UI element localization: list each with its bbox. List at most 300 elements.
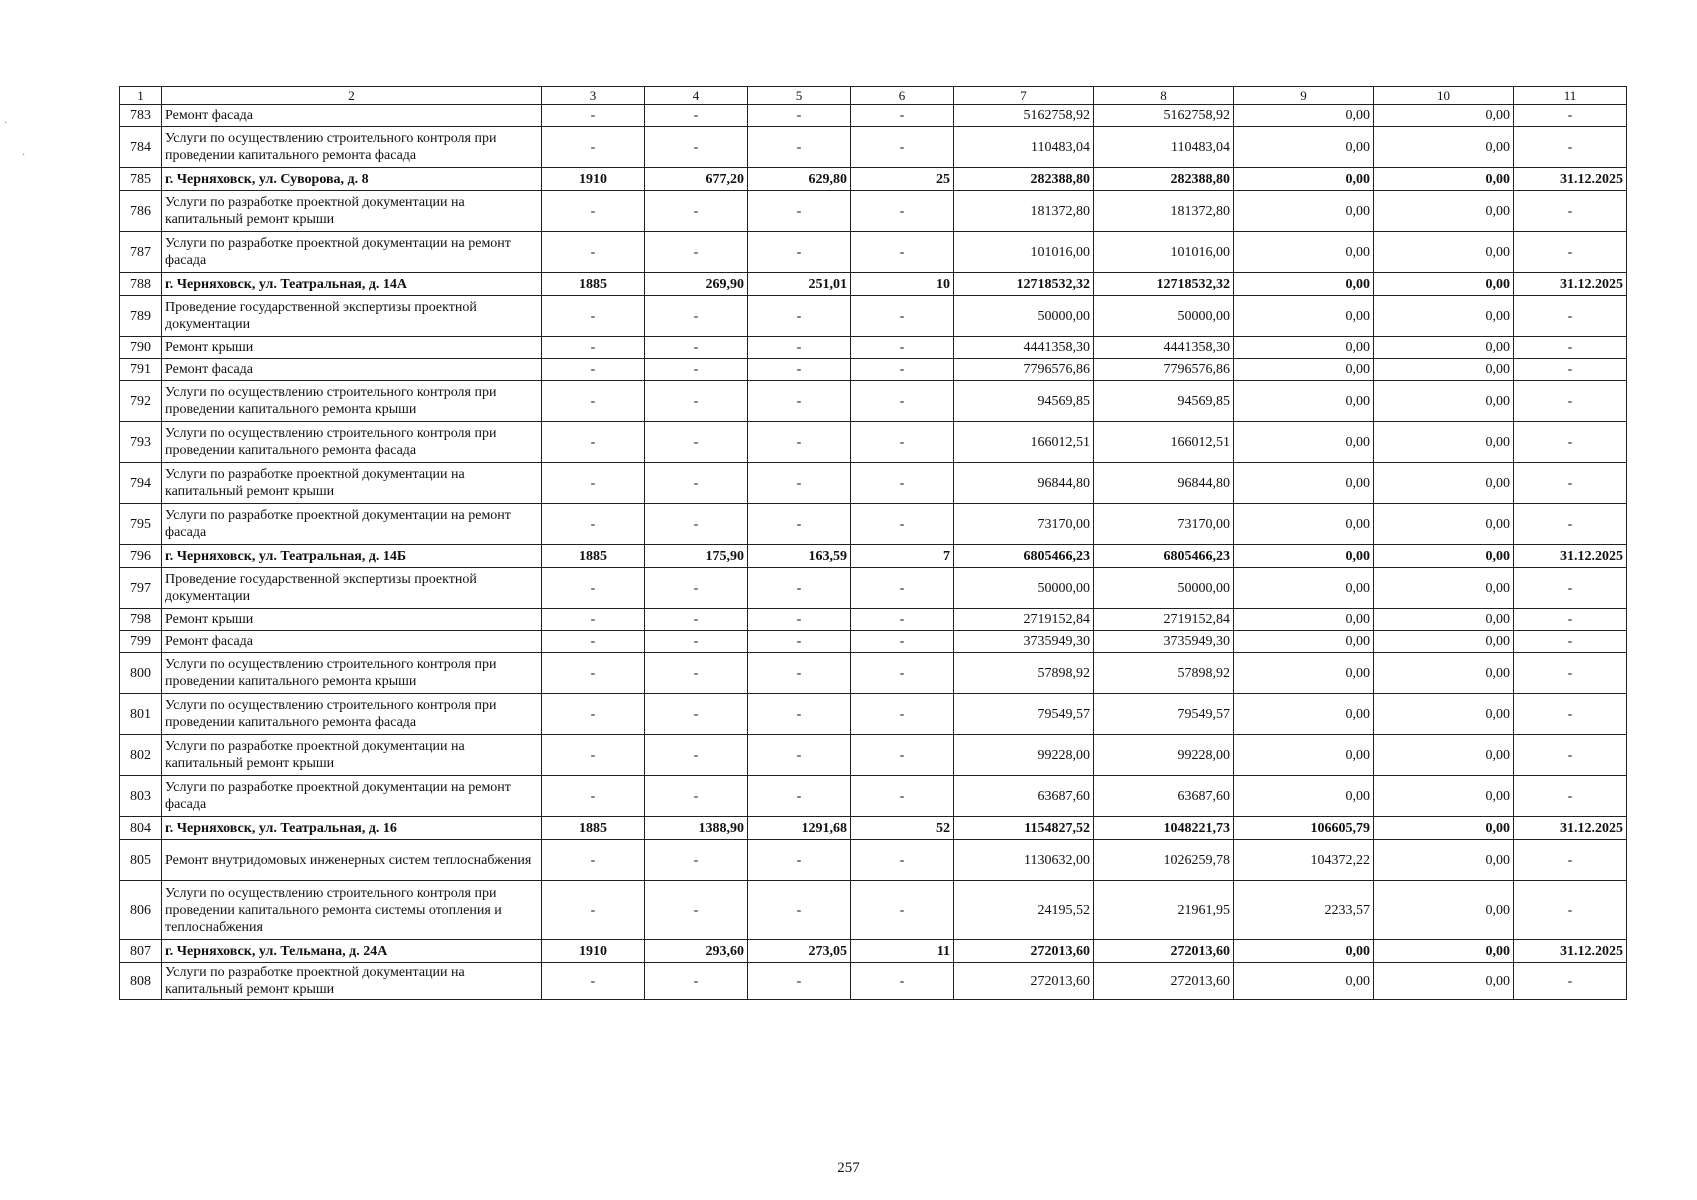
cell-c3: - [542,840,645,881]
row-number: 805 [120,840,162,881]
cell-c11: - [1514,840,1627,881]
cell-c4: 175,90 [645,545,748,568]
cell-c6: - [851,105,954,127]
cell-c6: 25 [851,168,954,191]
cell-c11: 31.12.2025 [1514,545,1627,568]
cell-c4: - [645,631,748,653]
cell-c11: - [1514,191,1627,232]
cell-c6: - [851,840,954,881]
cell-c11: 31.12.2025 [1514,168,1627,191]
cell-c9: 0,00 [1234,735,1374,776]
cell-c5: - [748,105,851,127]
cell-c8: 94569,85 [1094,381,1234,422]
work-name-cell: Услуги по осуществлению строительного контроля при проведении капитального ремонта фасада [162,422,542,463]
address-cell: г. Черняховск, ул. Театральная, д. 14А [162,273,542,296]
address-cell: г. Черняховск, ул. Театральная, д. 16 [162,817,542,840]
cell-c3: - [542,694,645,735]
cell-c10: 0,00 [1374,168,1514,191]
cell-c10: 0,00 [1374,735,1514,776]
cell-c10: 0,00 [1374,105,1514,127]
row-number: 799 [120,631,162,653]
cell-c9: 0,00 [1234,359,1374,381]
work-name-cell: Услуги по разработке проектной документации на капитальный ремонт крыши [162,735,542,776]
cell-c11: - [1514,694,1627,735]
cell-c10: 0,00 [1374,463,1514,504]
row-number: 790 [120,337,162,359]
work-item-row [120,463,1627,504]
cell-c3: 1910 [542,940,645,963]
cell-c10: 0,00 [1374,273,1514,296]
work-name-cell: Услуги по разработке проектной документации на капитальный ремонт крыши [162,463,542,504]
cell-c10: 0,00 [1374,568,1514,609]
cell-c11: - [1514,963,1627,1000]
row-number: 806 [120,881,162,940]
cell-c9: 0,00 [1234,381,1374,422]
work-item-row [120,881,1627,940]
cell-c7: 3735949,30 [954,631,1094,653]
cell-c6: - [851,735,954,776]
cell-c9: 0,00 [1234,337,1374,359]
work-item-row [120,337,1627,359]
cell-c4: - [645,337,748,359]
address-row [120,273,1627,296]
cell-c5: - [748,963,851,1000]
cell-c8: 2719152,84 [1094,609,1234,631]
work-name-cell: Ремонт фасада [162,359,542,381]
column-number-header: 1 [120,87,162,105]
cell-c9: 0,00 [1234,127,1374,168]
page-number: 257 [837,1160,860,1176]
cell-c5: - [748,631,851,653]
row-number: 802 [120,735,162,776]
work-name-cell: Услуги по осуществлению строительного контроля при проведении капитального ремонта крыши [162,381,542,422]
cell-c8: 4441358,30 [1094,337,1234,359]
cell-c6: 7 [851,545,954,568]
row-number: 783 [120,105,162,127]
work-item-row [120,776,1627,817]
cell-c10: 0,00 [1374,881,1514,940]
cell-c4: - [645,296,748,337]
cell-c11: - [1514,631,1627,653]
cell-c3: - [542,735,645,776]
cell-c4: - [645,359,748,381]
cell-c9: 0,00 [1234,963,1374,1000]
cell-c4: - [645,694,748,735]
column-number-header: 6 [851,87,954,105]
cell-c10: 0,00 [1374,359,1514,381]
cell-c5: 273,05 [748,940,851,963]
work-name-cell: Проведение государственной экспертизы проектной документации [162,568,542,609]
cell-c9: 106605,79 [1234,817,1374,840]
cell-c9: 0,00 [1234,694,1374,735]
cell-c3: - [542,463,645,504]
cell-c7: 94569,85 [954,381,1094,422]
cell-c11: - [1514,127,1627,168]
cell-c7: 110483,04 [954,127,1094,168]
cell-c6: - [851,963,954,1000]
cell-c10: 0,00 [1374,609,1514,631]
work-item-row [120,296,1627,337]
column-number-header-row [120,87,1627,105]
cell-c6: - [851,381,954,422]
cell-c6: - [851,232,954,273]
work-name-cell: Услуги по разработке проектной документации на ремонт фасада [162,504,542,545]
cell-c11: - [1514,359,1627,381]
cell-c5: - [748,568,851,609]
cell-c9: 0,00 [1234,631,1374,653]
cell-c11: 31.12.2025 [1514,273,1627,296]
cell-c3: - [542,653,645,694]
cell-c5: - [748,463,851,504]
data-table [119,86,1627,1000]
work-name-cell: Услуги по осуществлению строительного контроля при проведении капитального ремонта крыши [162,653,542,694]
cell-c6: - [851,191,954,232]
column-number-header: 11 [1514,87,1627,105]
work-item-row [120,191,1627,232]
cell-c5: 629,80 [748,168,851,191]
column-number-header: 9 [1234,87,1374,105]
cell-c3: 1885 [542,817,645,840]
cell-c3: - [542,191,645,232]
column-number-header: 10 [1374,87,1514,105]
row-number: 792 [120,381,162,422]
cell-c3: 1910 [542,168,645,191]
cell-c3: - [542,963,645,1000]
row-number: 786 [120,191,162,232]
cell-c6: 11 [851,940,954,963]
row-number: 795 [120,504,162,545]
cell-c4: - [645,127,748,168]
cell-c10: 0,00 [1374,191,1514,232]
cell-c10: 0,00 [1374,694,1514,735]
cell-c3: - [542,631,645,653]
cell-c8: 3735949,30 [1094,631,1234,653]
cell-c8: 99228,00 [1094,735,1234,776]
row-number: 784 [120,127,162,168]
cell-c8: 50000,00 [1094,296,1234,337]
cell-c5: - [748,609,851,631]
cell-c4: - [645,735,748,776]
cell-c10: 0,00 [1374,381,1514,422]
cell-c9: 104372,22 [1234,840,1374,881]
cell-c9: 0,00 [1234,191,1374,232]
cell-c10: 0,00 [1374,127,1514,168]
row-number: 791 [120,359,162,381]
cell-c11: - [1514,735,1627,776]
cell-c4: - [645,504,748,545]
cell-c11: - [1514,422,1627,463]
cell-c5: - [748,337,851,359]
cell-c7: 73170,00 [954,504,1094,545]
cell-c3: - [542,105,645,127]
cell-c4: - [645,840,748,881]
cell-c7: 1130632,00 [954,840,1094,881]
cell-c11: - [1514,296,1627,337]
cell-c5: - [748,359,851,381]
cell-c5: 163,59 [748,545,851,568]
table-body [120,87,1627,1000]
cell-c10: 0,00 [1374,963,1514,1000]
cell-c8: 96844,80 [1094,463,1234,504]
column-number-header: 4 [645,87,748,105]
cell-c7: 57898,92 [954,653,1094,694]
row-number: 801 [120,694,162,735]
cell-c7: 50000,00 [954,568,1094,609]
row-number: 808 [120,963,162,1000]
cell-c9: 0,00 [1234,463,1374,504]
cell-c5: - [748,776,851,817]
cell-c8: 79549,57 [1094,694,1234,735]
work-item-row [120,653,1627,694]
cell-c9: 0,00 [1234,273,1374,296]
cell-c9: 0,00 [1234,422,1374,463]
work-name-cell: Ремонт крыши [162,337,542,359]
cell-c8: 21961,95 [1094,881,1234,940]
cell-c9: 0,00 [1234,504,1374,545]
work-item-row [120,694,1627,735]
work-item-row [120,504,1627,545]
column-number-header: 3 [542,87,645,105]
cell-c11: - [1514,609,1627,631]
cell-c7: 12718532,32 [954,273,1094,296]
work-item-row [120,232,1627,273]
row-number: 804 [120,817,162,840]
cell-c7: 181372,80 [954,191,1094,232]
cell-c8: 1026259,78 [1094,840,1234,881]
address-cell: г. Черняховск, ул. Тельмана, д. 24А [162,940,542,963]
work-name-cell: Услуги по разработке проектной документации на ремонт фасада [162,232,542,273]
cell-c6: - [851,296,954,337]
cell-c5: 251,01 [748,273,851,296]
cell-c3: - [542,359,645,381]
cell-c8: 5162758,92 [1094,105,1234,127]
cell-c6: - [851,337,954,359]
work-name-cell: Услуги по разработке проектной документации на ремонт фасада [162,776,542,817]
cell-c5: - [748,381,851,422]
cell-c10: 0,00 [1374,631,1514,653]
cell-c9: 2233,57 [1234,881,1374,940]
work-item-row [120,631,1627,653]
cell-c4: - [645,653,748,694]
cell-c8: 63687,60 [1094,776,1234,817]
cell-c9: 0,00 [1234,168,1374,191]
cell-c6: 52 [851,817,954,840]
cell-c4: - [645,191,748,232]
work-item-row [120,127,1627,168]
cell-c3: - [542,881,645,940]
cell-c4: - [645,963,748,1000]
cell-c3: - [542,296,645,337]
work-name-cell: Услуги по осуществлению строительного контроля при проведении капитального ремонта фасада [162,694,542,735]
work-item-row [120,381,1627,422]
cell-c8: 282388,80 [1094,168,1234,191]
cell-c7: 282388,80 [954,168,1094,191]
cell-c4: - [645,232,748,273]
cell-c8: 166012,51 [1094,422,1234,463]
cell-c7: 166012,51 [954,422,1094,463]
cell-c7: 6805466,23 [954,545,1094,568]
cell-c7: 2719152,84 [954,609,1094,631]
cell-c10: 0,00 [1374,296,1514,337]
cell-c8: 50000,00 [1094,568,1234,609]
cell-c5: - [748,653,851,694]
cell-c6: - [851,422,954,463]
cell-c8: 272013,60 [1094,963,1234,1000]
row-number: 807 [120,940,162,963]
cell-c6: - [851,881,954,940]
cell-c7: 96844,80 [954,463,1094,504]
cell-c10: 0,00 [1374,337,1514,359]
cell-c11: - [1514,653,1627,694]
cell-c7: 272013,60 [954,940,1094,963]
cell-c9: 0,00 [1234,940,1374,963]
cell-c9: 0,00 [1234,296,1374,337]
cell-c11: - [1514,232,1627,273]
work-name-cell: Ремонт внутридомовых инженерных систем теплоснабжения [162,840,542,881]
cell-c4: 293,60 [645,940,748,963]
row-number: 788 [120,273,162,296]
cell-c10: 0,00 [1374,545,1514,568]
work-name-cell: Ремонт фасада [162,105,542,127]
cell-c7: 99228,00 [954,735,1094,776]
cell-c8: 101016,00 [1094,232,1234,273]
cell-c6: - [851,631,954,653]
cell-c11: - [1514,105,1627,127]
cell-c8: 57898,92 [1094,653,1234,694]
cell-c8: 181372,80 [1094,191,1234,232]
cell-c3: 1885 [542,273,645,296]
cell-c9: 0,00 [1234,568,1374,609]
work-name-cell: Услуги по разработке проектной документации на капитальный ремонт крыши [162,191,542,232]
cell-c5: - [748,504,851,545]
cell-c8: 110483,04 [1094,127,1234,168]
column-number-header: 2 [162,87,542,105]
cell-c10: 0,00 [1374,817,1514,840]
scan-speck: · [22,150,26,161]
cell-c10: 0,00 [1374,840,1514,881]
cell-c10: 0,00 [1374,776,1514,817]
cell-c10: 0,00 [1374,653,1514,694]
column-number-header: 7 [954,87,1094,105]
cell-c5: - [748,840,851,881]
cell-c3: - [542,337,645,359]
row-number: 800 [120,653,162,694]
cell-c9: 0,00 [1234,232,1374,273]
cell-c11: - [1514,337,1627,359]
cell-c6: - [851,653,954,694]
cell-c6: - [851,359,954,381]
cell-c6: - [851,776,954,817]
cell-c8: 6805466,23 [1094,545,1234,568]
cell-c5: - [748,694,851,735]
cell-c9: 0,00 [1234,653,1374,694]
cell-c8: 1048221,73 [1094,817,1234,840]
cell-c3: - [542,381,645,422]
cell-c3: - [542,609,645,631]
cell-c7: 79549,57 [954,694,1094,735]
cell-c11: - [1514,463,1627,504]
row-number: 785 [120,168,162,191]
cell-c5: - [748,881,851,940]
cell-c9: 0,00 [1234,545,1374,568]
cell-c11: - [1514,776,1627,817]
cell-c3: - [542,422,645,463]
cell-c7: 24195,52 [954,881,1094,940]
cell-c4: 1388,90 [645,817,748,840]
cell-c5: - [748,127,851,168]
work-item-row [120,609,1627,631]
row-number: 789 [120,296,162,337]
cell-c3: - [542,568,645,609]
cell-c11: - [1514,381,1627,422]
work-item-row [120,963,1627,1000]
cell-c5: - [748,296,851,337]
cell-c4: - [645,881,748,940]
cell-c7: 272013,60 [954,963,1094,1000]
work-name-cell: Услуги по разработке проектной документации на капитальный ремонт крыши [162,963,542,1000]
address-row [120,168,1627,191]
cell-c4: - [645,105,748,127]
cell-c6: - [851,463,954,504]
cell-c7: 7796576,86 [954,359,1094,381]
cell-c8: 73170,00 [1094,504,1234,545]
work-name-cell: Проведение государственной экспертизы проектной документации [162,296,542,337]
row-number: 787 [120,232,162,273]
row-number: 803 [120,776,162,817]
address-row [120,545,1627,568]
cell-c4: - [645,422,748,463]
cell-c4: - [645,776,748,817]
work-item-row [120,422,1627,463]
cell-c5: 1291,68 [748,817,851,840]
work-item-row [120,359,1627,381]
cell-c6: - [851,568,954,609]
cell-c7: 1154827,52 [954,817,1094,840]
cell-c5: - [748,232,851,273]
cell-c8: 7796576,86 [1094,359,1234,381]
cell-c6: - [851,504,954,545]
cell-c7: 5162758,92 [954,105,1094,127]
work-item-row [120,840,1627,881]
cell-c11: - [1514,504,1627,545]
cell-c4: 677,20 [645,168,748,191]
cell-c9: 0,00 [1234,609,1374,631]
address-cell: г. Черняховск, ул. Театральная, д. 14Б [162,545,542,568]
address-row [120,817,1627,840]
work-item-row [120,735,1627,776]
row-number: 793 [120,422,162,463]
cell-c11: - [1514,881,1627,940]
work-item-row [120,105,1627,127]
cell-c4: 269,90 [645,273,748,296]
cell-c7: 50000,00 [954,296,1094,337]
cell-c10: 0,00 [1374,422,1514,463]
address-cell: г. Черняховск, ул. Суворова, д. 8 [162,168,542,191]
cell-c6: - [851,127,954,168]
cell-c4: - [645,463,748,504]
column-number-header: 8 [1094,87,1234,105]
address-row [120,940,1627,963]
cell-c6: 10 [851,273,954,296]
cell-c3: - [542,127,645,168]
cell-c10: 0,00 [1374,940,1514,963]
cell-c5: - [748,735,851,776]
cell-c9: 0,00 [1234,105,1374,127]
cell-c7: 101016,00 [954,232,1094,273]
cell-c11: 31.12.2025 [1514,940,1627,963]
work-item-row [120,568,1627,609]
cell-c3: - [542,504,645,545]
